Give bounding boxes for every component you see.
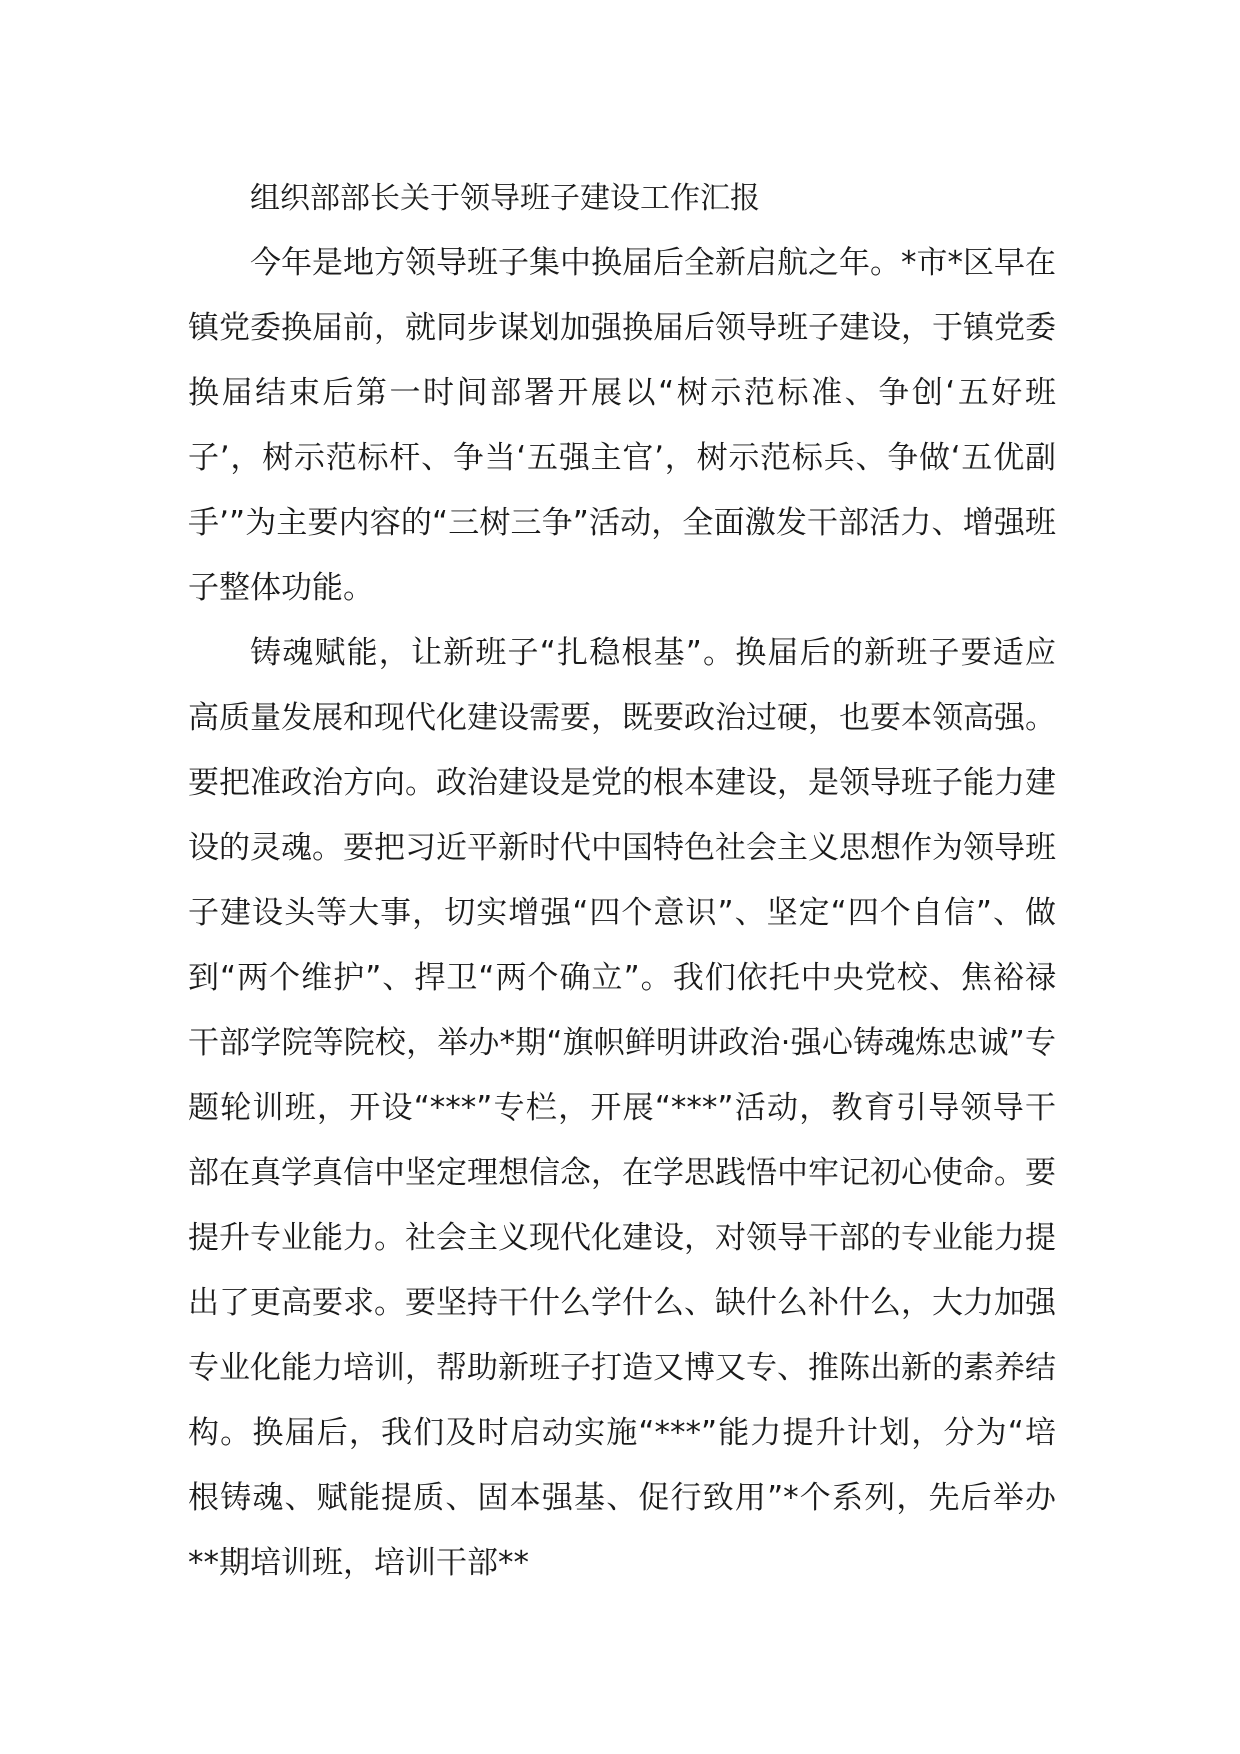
paragraph-intro: 今年是地方领导班子集中换届后全新启航之年。*市*区早在镇党委换届前，就同步谋划加强换届后领导班子建设，于镇党委换届结束后第一时间部署开展以“树示范标准、争创‘五好班子’，树示范标杆、争当‘五强主官’，树示范标兵、争做‘五优副手’”为主要内容的“三树三争”活动，全面激发干部活力、增强班子整体功能。 <box>188 245 1056 606</box>
paragraph-body: 铸魂赋能，让新班子“扎稳根基”。换届后的新班子要适应高质量发展和现代化建设需要，既要政治过硬，也要本领高强。要把准政治方向。政治建设是党的根本建设，是领导班子能力建设的灵魂。要把习近平新时代中国特色社会主义思想作为领导班子建设头等大事，切实增强“四个意识”、坚定“四个自信”、做到“两个维护”、捍卫“两个确立”。我们依托中央党校、焦裕禄干部学院等院校，举办*期“旗帜鲜明讲政治·强心铸魂炼忠诚”专题轮训班，开设“***”专栏，开展“***”活动，教育引导领导干部在真学真信中坚定理想信念，在学思践悟中牢记初心使命。要提升专业能力。社会主义现代化建设，对领导干部的专业能力提出了更高要求。要坚持干什么学什么、缺什么补什么，大力加强专业化能力培训，帮助新班子打造又博又专、推陈出新的素养结构。换届后，我们及时启动实施“***”能力提升计划，分为“培根铸魂、赋能提质、固本强基、促行致用”*个系列，先后举办**期培训班，培训干部** <box>188 635 1056 1581</box>
document-body <box>188 166 1056 1596</box>
document-title: 组织部部长关于领导班子建设工作汇报 <box>250 181 760 216</box>
